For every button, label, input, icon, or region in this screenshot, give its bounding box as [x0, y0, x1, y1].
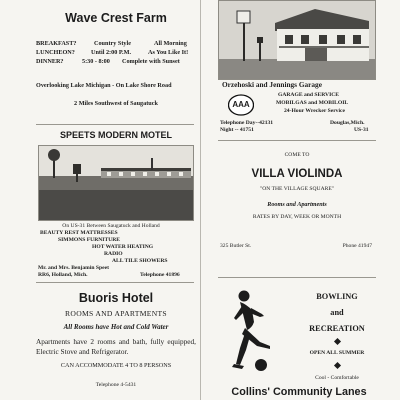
breakfast-label: BREAKFAST?: [36, 40, 77, 47]
breakfast-time: All Morning: [154, 40, 187, 47]
wave-crest-distance: 2 Miles Southwest of Saugatuck: [74, 100, 158, 107]
buoris-subtitle: ROOMS AND APARTMENTS: [65, 309, 167, 318]
wave-crest-ad: [36, 6, 196, 124]
garage-phone-day: Telephone Day--42131: [220, 120, 274, 126]
collins-line1: BOWLING: [316, 292, 358, 301]
diamond-icon: [334, 362, 341, 369]
lunch-time: Until 2:00 P.M.: [91, 49, 131, 56]
villa-contact-row: [218, 243, 376, 250]
buoris-title: Buoris Hotel: [78, 291, 154, 305]
speets-location: On US-31 Between Saugatuck and Holland: [62, 223, 160, 229]
feature-0: BEAUTY REST MATTRESSES: [40, 230, 118, 236]
divider-right-2: [218, 277, 376, 278]
garage-line3: 24-Hour Wrecker Service: [284, 108, 346, 114]
collins-comfort: Cool - Comfortable: [315, 375, 359, 381]
garage-title: Orzehoski and Jennings Garage: [222, 80, 322, 89]
villa-come-to: COME TO: [284, 152, 310, 158]
aaa-logo-text: AAA: [232, 100, 250, 109]
villa-title: VILLA VIOLINDA: [251, 168, 343, 180]
diamond-icon: [334, 338, 341, 345]
collins-line3: RECREATION: [309, 324, 365, 333]
speets-telephone: Telephone 41896: [140, 272, 180, 278]
garage-line1: GARAGE and SERVICE: [278, 92, 340, 98]
feature-1: SIMMONS FURNITURE: [58, 237, 121, 243]
aaa-logo: [228, 94, 254, 116]
motel-photo: [38, 145, 194, 221]
garage-ad: [218, 0, 376, 140]
garage-phone-night: Night -- 41751: [220, 127, 254, 133]
villa-rooms: Rooms and Apartments: [267, 201, 327, 208]
buoris-description: Apartments have 2 rooms and bath, fully equipped, Electric Stove and Refrigerator.: [36, 337, 196, 356]
collins-title: Collins' Community Lanes: [231, 386, 367, 398]
bowling-ball-icon: [254, 358, 268, 372]
speets-address: RR6, Holland, Mich.: [38, 272, 88, 278]
buoris-telephone: Telephone 4-5431: [95, 382, 137, 388]
motel-photo-graphic: [39, 146, 193, 220]
speets-owner: Mr. and Mrs. Benjamin Speet: [38, 265, 109, 271]
garage-photo: [218, 0, 376, 80]
villa-rates: RATES BY DAY, WEEK OR MONTH: [252, 214, 342, 220]
collins-line2: and: [330, 308, 344, 317]
divider-right-1: [218, 140, 376, 141]
wave-crest-overlook: Overlooking Lake Michigan - On Lake Shore Road: [36, 82, 172, 89]
buoris-hotel-ad: [36, 288, 196, 398]
feature-2: HOT WATER HEATING: [92, 244, 154, 250]
dinner-note: Complete with Sunset: [122, 58, 180, 65]
garage-photo-graphic: [219, 1, 375, 79]
speets-title: SPEETS MODERN MOTEL: [59, 130, 172, 140]
garage-city: Douglas,Mich.: [330, 120, 365, 126]
villa-subtitle: "ON THE VILLAGE SQUARE": [259, 186, 335, 192]
meals-table: [36, 40, 196, 76]
garage-line2: MOBILGAS and MOBILOIL: [276, 100, 349, 106]
speets-motel-ad: [36, 127, 196, 277]
buoris-tagline: All Rooms have Hot and Cold Water: [63, 323, 169, 331]
buoris-capacity: CAN ACCOMMODATE 4 TO 8 PERSONS: [60, 362, 172, 369]
villa-phone: Phone 41947: [342, 243, 372, 249]
divider-left-2: [36, 282, 194, 283]
garage-route: US-31: [354, 127, 369, 133]
collins-hours: OPEN ALL SUMMER: [309, 350, 365, 356]
breakfast-style: Country Style: [94, 40, 131, 47]
villa-address: 325 Butler St.: [220, 243, 252, 249]
feature-4: ALL TILE SHOWERS: [112, 258, 168, 264]
lunch-note: As You Like It!: [148, 49, 189, 56]
divider-left-1: [36, 124, 194, 125]
dinner-time: 5:30 - 8:00: [82, 58, 110, 65]
feature-3: RADIO: [104, 251, 123, 257]
villa-violinda-ad: [218, 146, 376, 276]
wave-crest-title: Wave Crest Farm: [65, 11, 167, 25]
collins-lanes-ad: [218, 282, 380, 400]
column-divider: [200, 0, 201, 400]
lunch-label: LUNCHEON?: [36, 49, 75, 56]
dinner-label: DINNER?: [36, 58, 64, 65]
